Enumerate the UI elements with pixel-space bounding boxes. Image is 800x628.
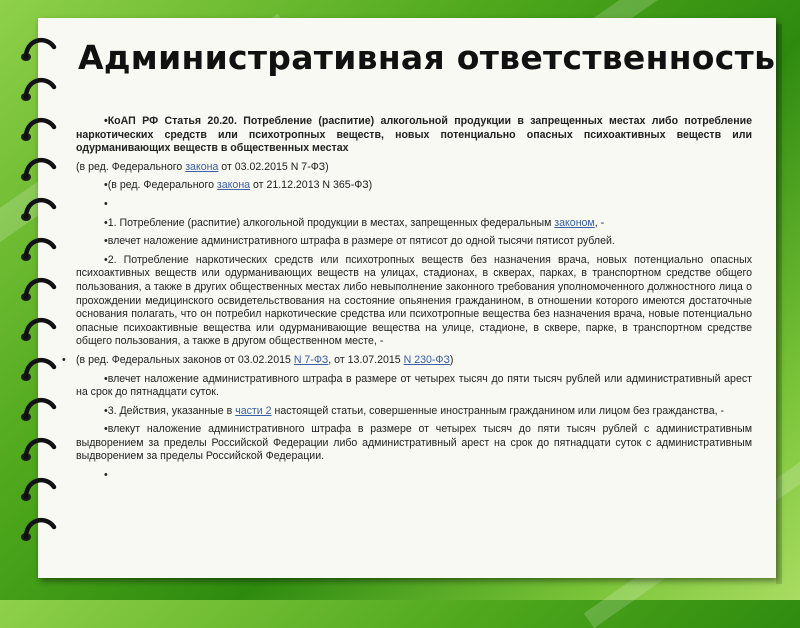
binder-ring-icon	[12, 233, 60, 267]
paragraph-penalty-3: •влекут наложение административного штрафа в размере от четырех тысяч до пяти тысяч рублей с административным выдворением за пределы Российской Федерации либо административный арест на срок до пятнадцати суток с административным выдворением за пределы Российской Федерации.	[76, 423, 752, 463]
bullet: •	[104, 423, 108, 436]
paragraph-heading: •КоАП РФ Статья 20.20. Потребление (распитие) алкогольной продукции в запрещенных местах либо потребление наркотических средств или психотропных веществ, новых потенциально опасных психоактивных веществ или одурманивающих веществ в общественных местах	[76, 115, 752, 155]
binder-ring-icon	[12, 153, 60, 187]
bullet: •	[104, 235, 108, 248]
bullet: •	[104, 115, 108, 127]
binder-ring-icon	[12, 313, 60, 347]
page-title: Административная ответственность	[78, 38, 776, 77]
bullet: •	[104, 372, 108, 385]
binder-ring-icon	[12, 393, 60, 427]
bullet: •	[104, 216, 108, 229]
bullet: •	[104, 253, 108, 266]
bullet: •	[104, 179, 108, 192]
binder-ring-icon	[12, 473, 60, 507]
bullet: •	[104, 197, 108, 210]
law-link[interactable]: законом	[554, 216, 595, 229]
law-link[interactable]: закона	[185, 160, 219, 173]
binder-ring-icon	[12, 193, 60, 227]
bullet: •	[104, 404, 108, 417]
paragraph-part-2: •2. Потребление наркотических средств или психотропных веществ без назначения врача, новых потенциально опасных психоактивных веществ или одурманивающих веществ на улицах, стадионах, в скверах, парках, в транспортном средстве общего пользования, а также в других общественных местах либо невыполнение законного требования уполномоченного должностного лица о прохождении медицинского освидетельствования на состояние опьянения гражданином, в отношении которого имеются достаточные основания полагать, что он потребил наркотические средства или психотропные вещества без назначения врача, новые потенциально опасные психоактивные вещества или одурманивающие вещества на улице, стадионе, в сквере, парке, в транспортном средстве общего пользования, а также в другом общественном месте, -	[76, 253, 752, 348]
law-link[interactable]: N 7-ФЗ	[293, 353, 329, 366]
document-body	[62, 115, 752, 488]
paragraph-empty	[76, 198, 752, 212]
law-link[interactable]: N 230-ФЗ	[403, 353, 450, 366]
binder-ring-icon	[12, 273, 60, 307]
bullet: •	[104, 469, 108, 482]
bullet: •	[62, 353, 66, 366]
paragraph-amendment: • (в ред. Федеральных законов от 03.02.2015 N 7-ФЗ, от 13.07.2015 N 230-ФЗ)	[62, 353, 454, 366]
law-link[interactable]: закона	[216, 179, 251, 192]
paragraph-penalty-1: •влечет наложение административного штрафа в размере от пятисот до одной тысячи пятисот рублей.	[104, 235, 615, 248]
paragraph-empty	[76, 469, 752, 483]
paragraph-penalty-2: •влечет наложение административного штрафа в размере от четырех тысяч до пяти тысяч рублей или административный арест на срок до пятнадцати суток.	[76, 372, 752, 399]
paragraph-part-3: •3. Действия, указанные в части 2 настоящей статьи, совершенные иностранным гражданином или лицом без гражданства, -	[104, 404, 725, 417]
binder-ring-icon	[12, 33, 60, 67]
binder-ring-icon	[12, 513, 60, 547]
binder-ring-icon	[12, 73, 60, 107]
paragraph-part-1: •1. Потребление (распитие) алкогольной продукции в местах, запрещенных федеральным законом, -	[104, 216, 605, 229]
part-link[interactable]: части 2	[235, 404, 272, 417]
paragraph-amendment: (в ред. Федерального закона от 03.02.2015 N 7-ФЗ)	[76, 160, 329, 173]
binder-ring-icon	[12, 353, 60, 387]
binder-ring-icon	[12, 433, 60, 467]
binder-ring-icon	[12, 113, 60, 147]
paragraph-amendment: •(в ред. Федерального закона от 21.12.2013 N 365-ФЗ)	[104, 179, 373, 192]
